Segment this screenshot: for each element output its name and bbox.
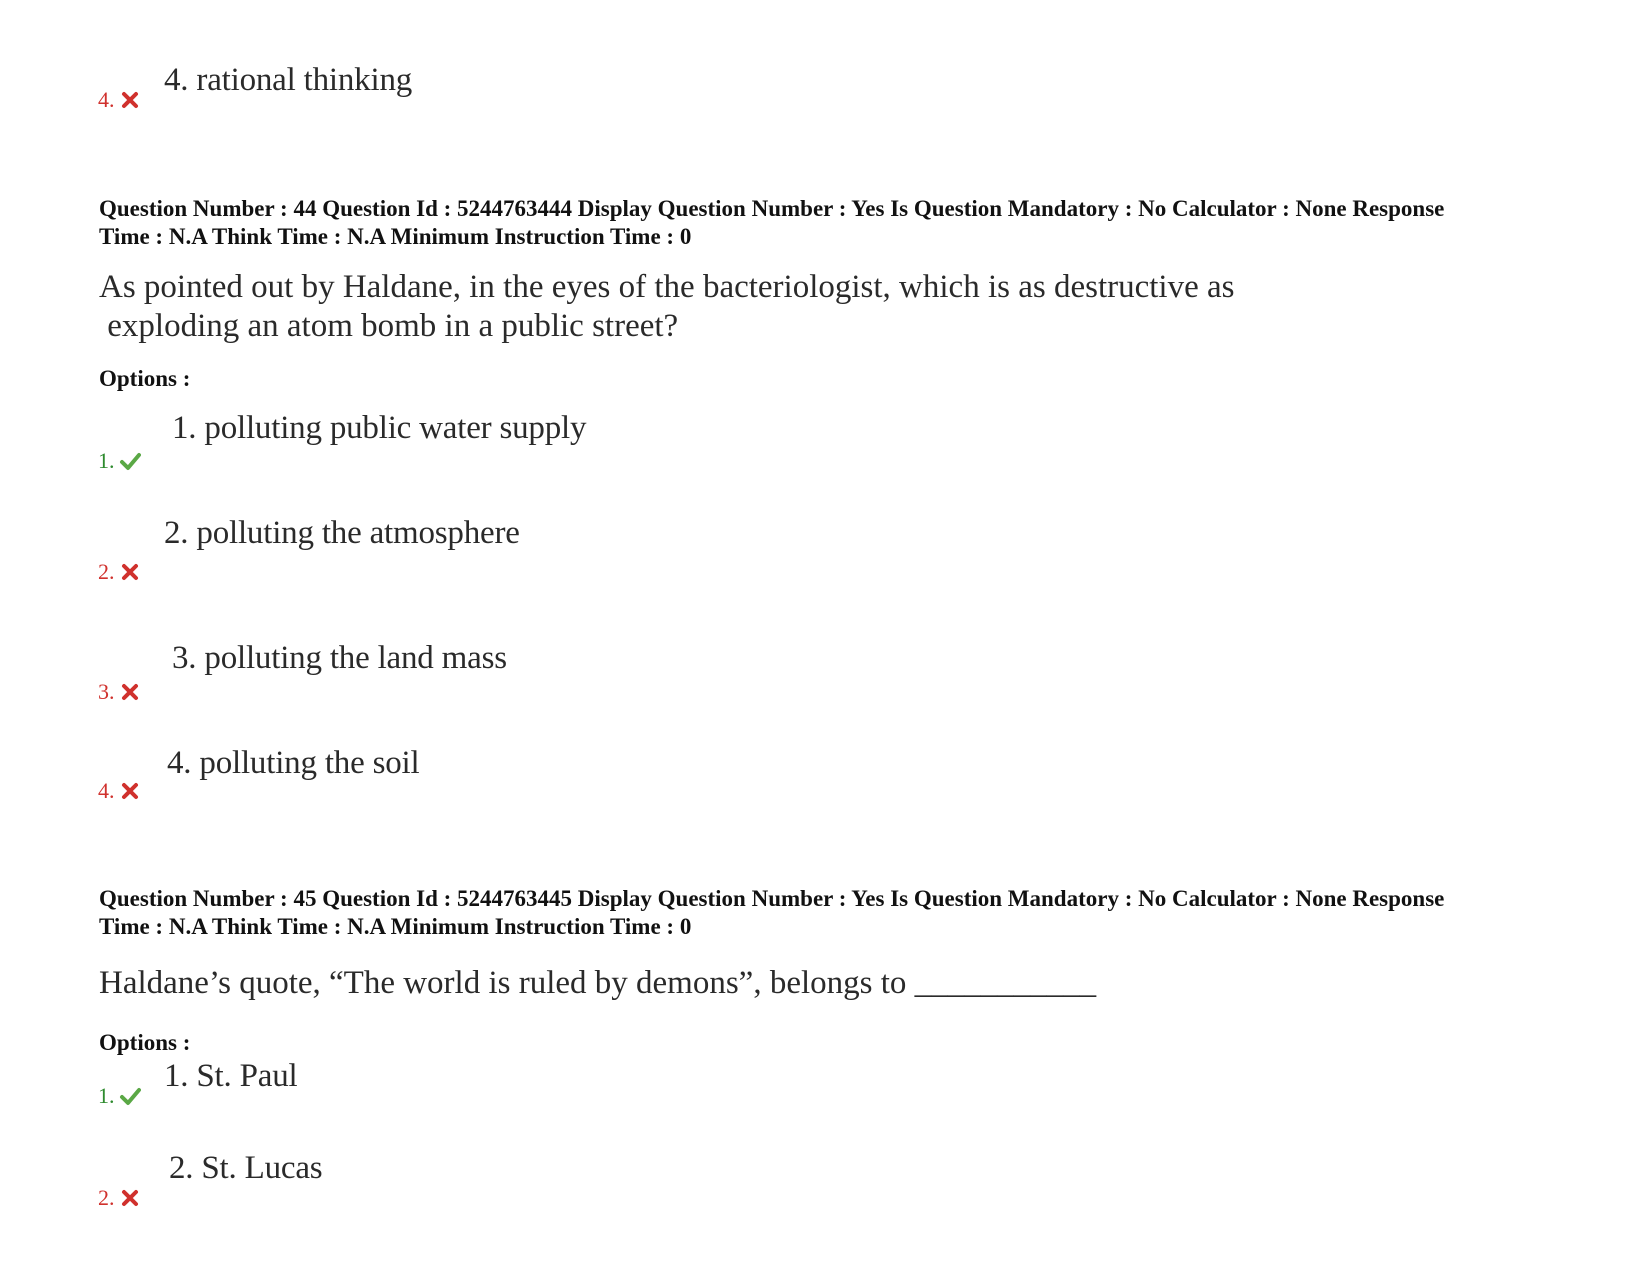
option-marker [98, 780, 141, 802]
question-text-line: As pointed out by Haldane, in the eyes of the bacteriologist, which is as destructive as [99, 269, 1235, 305]
option-text: 4. polluting the soil [167, 745, 420, 781]
option-number: 1. [98, 1083, 115, 1108]
cross-icon [119, 561, 141, 583]
option-number: 4. [98, 778, 115, 803]
question-meta-line: Question Number : 44 Question Id : 5244763444 Display Question Number : Yes Is Question Mandatory : No Calculator : None Response [99, 196, 1445, 221]
option-text: 3. polluting the land mass [172, 640, 507, 676]
options-label: Options : [99, 1030, 191, 1055]
option-marker [98, 450, 141, 472]
option-text: 1. polluting public water supply [172, 410, 587, 446]
question-meta [99, 195, 1579, 251]
question-text-line: Haldane’s quote, “The world is ruled by demons”, belongs to ___________ [99, 965, 1097, 1001]
option-number: 2. [98, 559, 115, 584]
option-marker [98, 1187, 141, 1209]
cross-icon [119, 780, 141, 802]
option-number: 2. [98, 1185, 115, 1210]
question-text [99, 268, 1234, 346]
option-text: 2. St. Lucas [169, 1150, 323, 1186]
option-marker [98, 561, 141, 583]
option-number: 1. [98, 448, 115, 473]
question-text-line: exploding an atom bomb in a public street? [99, 308, 679, 344]
options-label: Options : [99, 366, 191, 391]
option-text: 4. rational thinking [164, 62, 413, 98]
option-text: 2. polluting the atmosphere [164, 515, 520, 551]
option-number: 4. [98, 87, 115, 112]
option-marker [98, 89, 141, 111]
option-marker [98, 681, 141, 703]
option-marker [98, 1085, 141, 1107]
check-icon [119, 450, 141, 472]
question-meta-line: Question Number : 45 Question Id : 5244763445 Display Question Number : Yes Is Question Mandatory : No Calculator : None Response [99, 886, 1445, 911]
question-meta-line: Time : N.A Think Time : N.A Minimum Instruction Time : 0 [99, 224, 692, 249]
cross-icon [119, 89, 141, 111]
question-meta-line: Time : N.A Think Time : N.A Minimum Instruction Time : 0 [99, 914, 692, 939]
question-text [99, 964, 1096, 1003]
cross-icon [119, 1187, 141, 1209]
check-icon [119, 1085, 141, 1107]
option-text: 1. St. Paul [164, 1058, 298, 1094]
option-number: 3. [98, 679, 115, 704]
question-meta [99, 885, 1579, 941]
cross-icon [119, 681, 141, 703]
